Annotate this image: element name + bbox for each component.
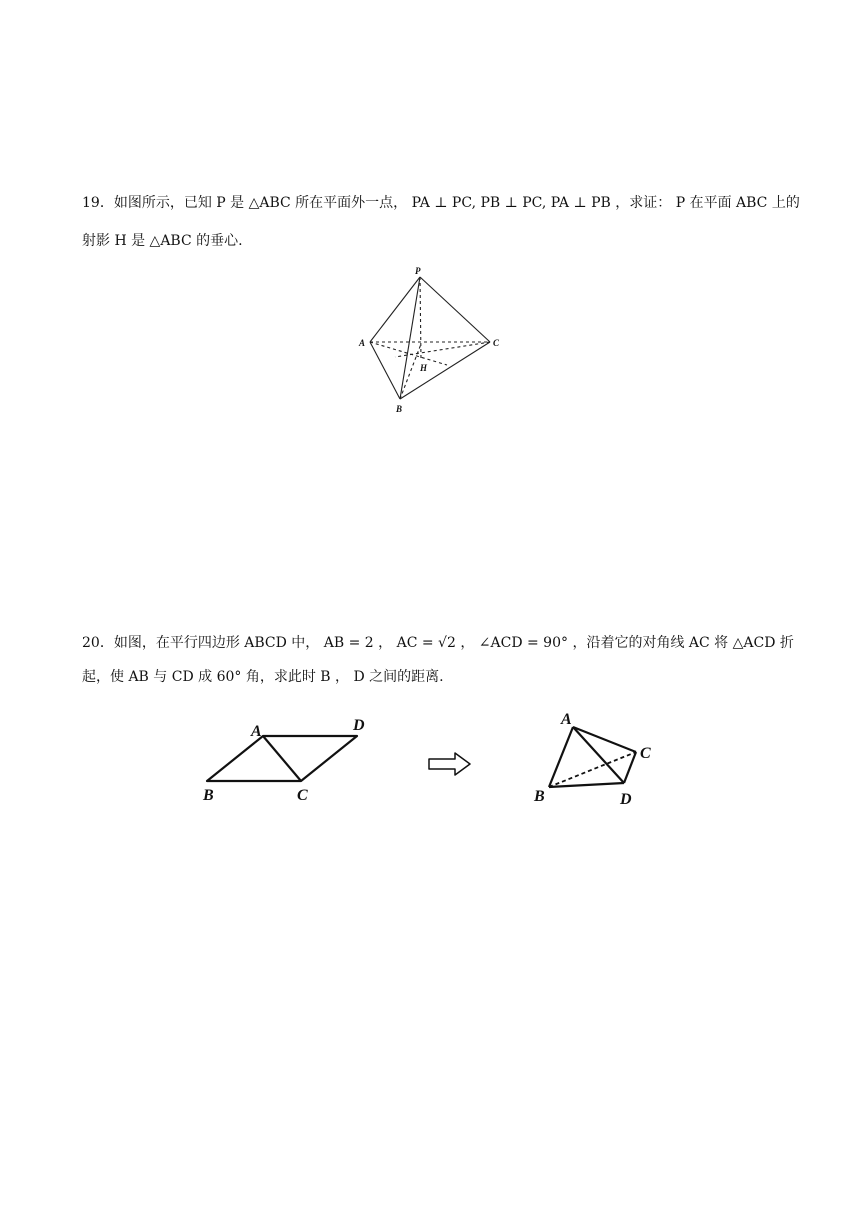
label-P: P <box>415 266 421 276</box>
line-BH-dashed <box>400 344 421 399</box>
edge-PC <box>420 277 490 342</box>
problem-19-line-1: 19．如图所示，已知 P 是 △ABC 所在平面外一点， PA ⊥ PC, PB ⊥ PC, PA ⊥ PB ，求证： P 在平面 ABC 上的 <box>82 195 800 211</box>
edge-BC <box>400 342 490 399</box>
edge-PB <box>400 277 420 399</box>
edge-AC <box>573 727 636 752</box>
right-arrow-icon <box>425 750 475 778</box>
label-A: A <box>359 338 366 348</box>
label-C: C <box>493 338 500 348</box>
label-H: H <box>420 363 428 373</box>
folded-tetrahedron-figure <box>528 700 668 815</box>
edge-AB <box>370 342 400 399</box>
problem-20-line-2: 起，使 AB 与 CD 成 60° 角，求此时 B ， D 之间的距离. <box>82 669 444 685</box>
label-B: B <box>203 787 214 804</box>
label-D: D <box>353 717 365 734</box>
label-A: A <box>561 711 572 728</box>
label-B: B <box>534 788 545 805</box>
label-B: B <box>396 404 403 414</box>
edge-CD <box>624 752 636 783</box>
edge-PA <box>370 277 420 342</box>
problem-19-line-2: 射影 H 是 △ABC 的垂心. <box>82 233 243 249</box>
pyramid-figure <box>355 262 515 417</box>
edge-BD <box>549 783 624 787</box>
parallelogram-figure <box>195 710 375 810</box>
label-C: C <box>640 745 651 762</box>
label-D: D <box>620 791 632 808</box>
problem-20-line-1: 20．如图，在平行四边形 ABCD 中， AB = 2 ， AC = √2 ， ∠ACD = 90° ，沿着它的对角线 AC 将 △ACD 折 <box>82 635 794 651</box>
diagonal-AC <box>263 736 301 781</box>
label-C: C <box>297 787 308 804</box>
label-A: A <box>251 723 262 740</box>
edge-AD <box>573 727 624 783</box>
